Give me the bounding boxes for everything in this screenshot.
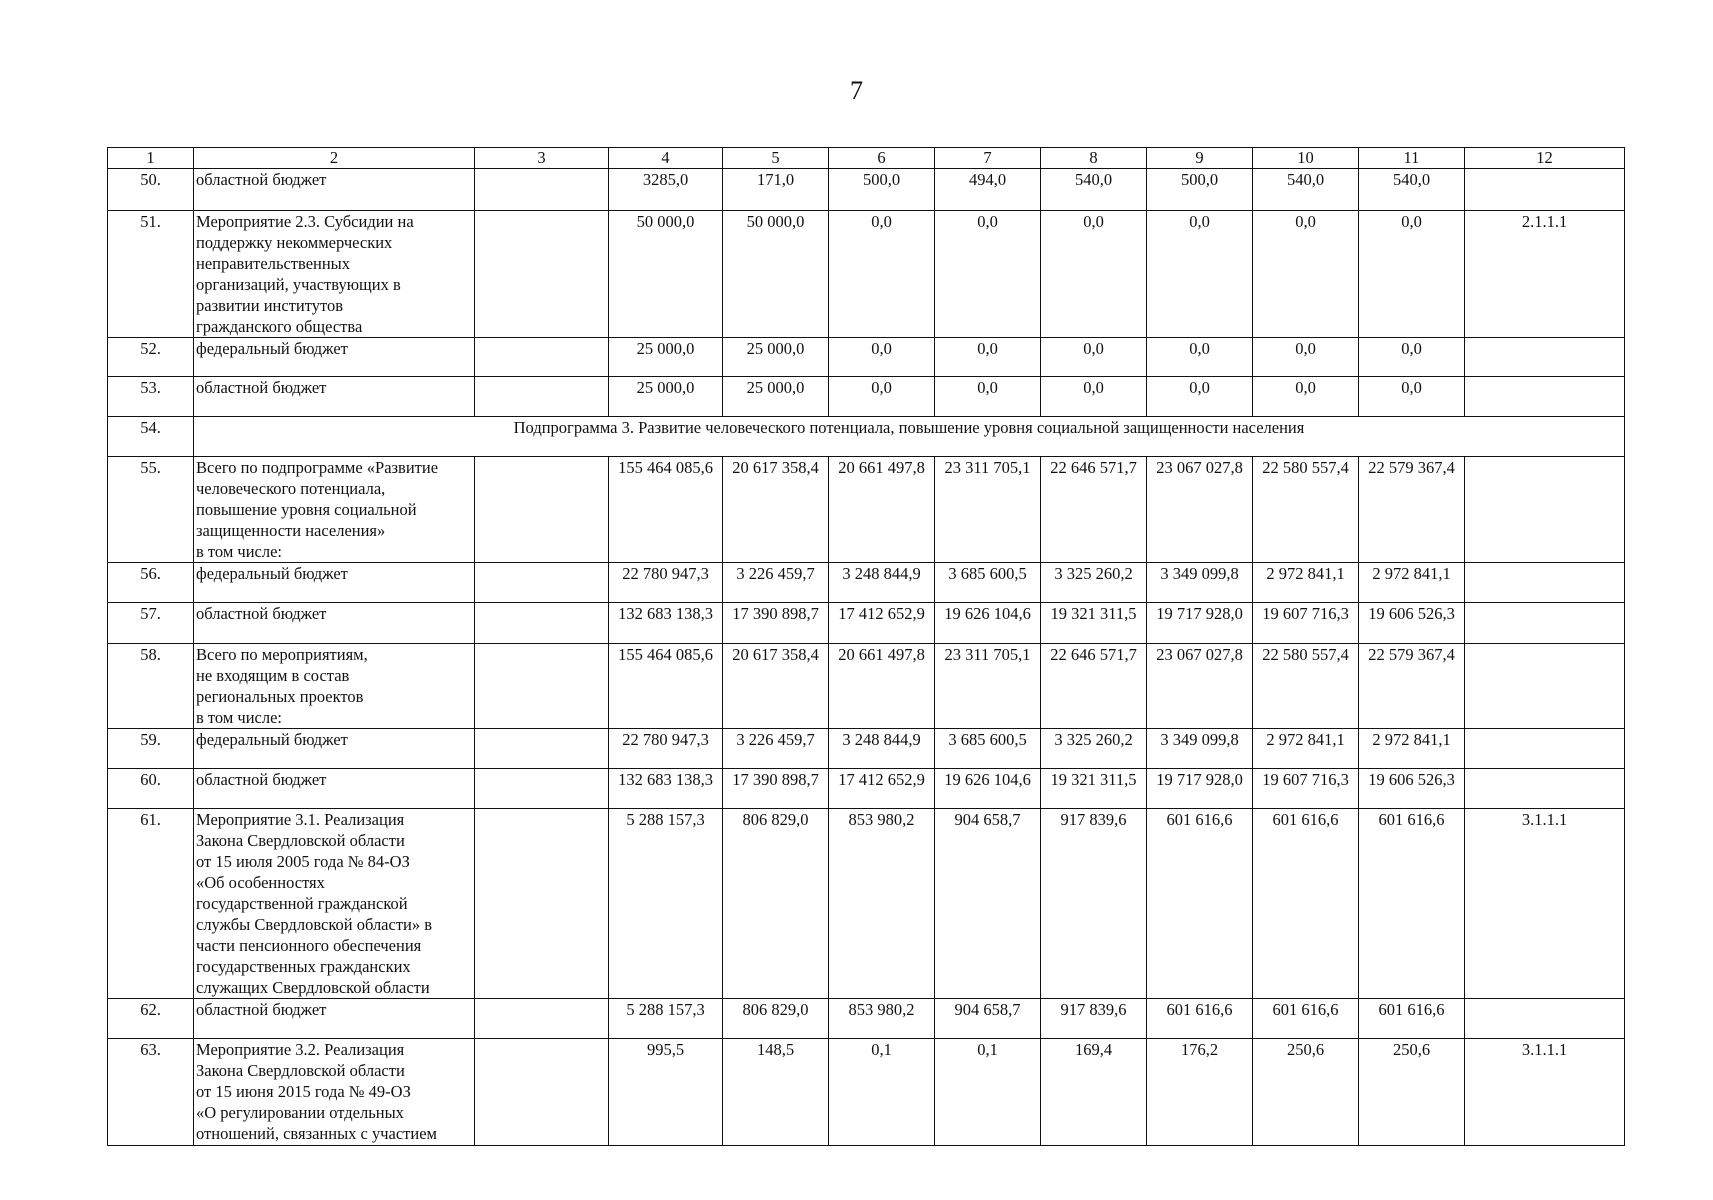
amount-cell: 0,0 [1359, 211, 1465, 338]
amount-cell: 22 580 557,4 [1253, 457, 1359, 563]
amount-cell: 0,0 [1147, 211, 1253, 338]
column-3-cell [475, 457, 609, 563]
target-code-cell [1465, 338, 1625, 377]
column-number-cell: 1 [108, 148, 194, 169]
table-row [108, 211, 1625, 338]
amount-cell: 3 248 844,9 [829, 563, 935, 603]
column-3-cell [475, 729, 609, 769]
amount-cell: 2 972 841,1 [1359, 563, 1465, 603]
row-number-cell: 61. [108, 809, 194, 999]
amount-cell: 806 829,0 [723, 809, 829, 999]
amount-cell: 19 717 928,0 [1147, 603, 1253, 644]
amount-cell: 0,1 [935, 1039, 1041, 1146]
column-number-cell: 9 [1147, 148, 1253, 169]
amount-cell: 3 248 844,9 [829, 729, 935, 769]
target-code-cell [1465, 563, 1625, 603]
column-number-cell: 12 [1465, 148, 1625, 169]
amount-cell: 22 646 571,7 [1041, 644, 1147, 729]
amount-cell: 3 349 099,8 [1147, 729, 1253, 769]
column-number-cell: 4 [609, 148, 723, 169]
amount-cell: 23 311 705,1 [935, 644, 1041, 729]
amount-cell: 19 626 104,6 [935, 603, 1041, 644]
amount-cell: 601 616,6 [1359, 809, 1465, 999]
amount-cell: 22 579 367,4 [1359, 644, 1465, 729]
row-number-cell: 62. [108, 999, 194, 1039]
amount-cell: 0,1 [829, 1039, 935, 1146]
table-row [108, 417, 1625, 457]
amount-cell: 601 616,6 [1253, 999, 1359, 1039]
target-code-cell [1465, 644, 1625, 729]
row-name-cell: Мероприятие 3.2. Реализация Закона Свердловской области от 15 июня 2015 года № 49-ОЗ «О регулировании отдельных отношений, связанных с участием [194, 1039, 475, 1146]
amount-cell: 0,0 [1041, 377, 1147, 417]
amount-cell: 25 000,0 [609, 338, 723, 377]
amount-cell: 19 717 928,0 [1147, 769, 1253, 809]
amount-cell: 0,0 [1359, 338, 1465, 377]
amount-cell: 19 606 526,3 [1359, 603, 1465, 644]
target-code-cell [1465, 169, 1625, 211]
amount-cell: 22 579 367,4 [1359, 457, 1465, 563]
column-3-cell [475, 338, 609, 377]
amount-cell: 0,0 [1147, 377, 1253, 417]
column-3-cell [475, 1039, 609, 1146]
amount-cell: 17 412 652,9 [829, 769, 935, 809]
target-code-cell: 3.1.1.1 [1465, 809, 1625, 999]
amount-cell: 0,0 [1147, 338, 1253, 377]
column-number-cell: 10 [1253, 148, 1359, 169]
column-3-cell [475, 377, 609, 417]
column-number-cell: 3 [475, 148, 609, 169]
amount-cell: 0,0 [829, 338, 935, 377]
amount-cell: 25 000,0 [723, 377, 829, 417]
amount-cell: 20 617 358,4 [723, 457, 829, 563]
row-name-cell: Мероприятие 2.3. Субсидии на поддержку некоммерческих неправительственных организаций, участвующих в развитии институтов гражданского общества [194, 211, 475, 338]
amount-cell: 148,5 [723, 1039, 829, 1146]
amount-cell: 3 226 459,7 [723, 563, 829, 603]
table-row [108, 809, 1625, 999]
amount-cell: 853 980,2 [829, 999, 935, 1039]
target-code-cell [1465, 457, 1625, 563]
table-row [108, 457, 1625, 563]
amount-cell: 17 390 898,7 [723, 769, 829, 809]
column-number-cell: 7 [935, 148, 1041, 169]
amount-cell: 0,0 [1041, 211, 1147, 338]
column-number-cell: 6 [829, 148, 935, 169]
column-number-cell: 8 [1041, 148, 1147, 169]
table-row [108, 769, 1625, 809]
subprogram-title-cell: Подпрограмма 3. Развитие человеческого потенциала, повышение уровня социальной защищенности населения [194, 417, 1625, 457]
amount-cell: 23 067 027,8 [1147, 644, 1253, 729]
column-3-cell [475, 603, 609, 644]
target-code-cell: 3.1.1.1 [1465, 1039, 1625, 1146]
amount-cell: 494,0 [935, 169, 1041, 211]
amount-cell: 3 685 600,5 [935, 563, 1041, 603]
target-code-cell [1465, 377, 1625, 417]
row-name-cell: областной бюджет [194, 999, 475, 1039]
target-code-cell [1465, 999, 1625, 1039]
amount-cell: 5 288 157,3 [609, 809, 723, 999]
amount-cell: 171,0 [723, 169, 829, 211]
amount-cell: 0,0 [1253, 338, 1359, 377]
table-header [108, 148, 1625, 169]
amount-cell: 155 464 085,6 [609, 457, 723, 563]
amount-cell: 19 321 311,5 [1041, 769, 1147, 809]
amount-cell: 3 226 459,7 [723, 729, 829, 769]
table-body [108, 169, 1625, 1146]
table-row [108, 603, 1625, 644]
amount-cell: 2 972 841,1 [1253, 729, 1359, 769]
table-row [108, 1039, 1625, 1146]
budget-table [107, 147, 1625, 1146]
target-code-cell [1465, 603, 1625, 644]
amount-cell: 3285,0 [609, 169, 723, 211]
column-3-cell [475, 809, 609, 999]
amount-cell: 23 067 027,8 [1147, 457, 1253, 563]
row-name-cell: Всего по мероприятиям, не входящим в состав региональных проектов в том числе: [194, 644, 475, 729]
amount-cell: 0,0 [1253, 211, 1359, 338]
amount-cell: 2 972 841,1 [1359, 729, 1465, 769]
table-row [108, 729, 1625, 769]
amount-cell: 22 780 947,3 [609, 729, 723, 769]
row-number-cell: 55. [108, 457, 194, 563]
column-3-cell [475, 563, 609, 603]
amount-cell: 5 288 157,3 [609, 999, 723, 1039]
amount-cell: 19 321 311,5 [1041, 603, 1147, 644]
table-row [108, 999, 1625, 1039]
row-number-cell: 59. [108, 729, 194, 769]
amount-cell: 25 000,0 [723, 338, 829, 377]
amount-cell: 20 661 497,8 [829, 457, 935, 563]
amount-cell: 0,0 [935, 377, 1041, 417]
table-row [108, 338, 1625, 377]
row-number-cell: 57. [108, 603, 194, 644]
amount-cell: 22 780 947,3 [609, 563, 723, 603]
row-name-cell: Мероприятие 3.1. Реализация Закона Свердловской области от 15 июля 2005 года № 84-ОЗ «Об особенностях государственной гражданской службы Свердловской области» в части пенсионного обеспечения государственных гражданских служащих Свердловской области [194, 809, 475, 999]
target-code-cell: 2.1.1.1 [1465, 211, 1625, 338]
amount-cell: 917 839,6 [1041, 999, 1147, 1039]
amount-cell: 500,0 [1147, 169, 1253, 211]
amount-cell: 23 311 705,1 [935, 457, 1041, 563]
column-3-cell [475, 769, 609, 809]
table-row [108, 563, 1625, 603]
amount-cell: 3 325 260,2 [1041, 729, 1147, 769]
amount-cell: 22 646 571,7 [1041, 457, 1147, 563]
amount-cell: 19 607 716,3 [1253, 769, 1359, 809]
amount-cell: 601 616,6 [1147, 999, 1253, 1039]
amount-cell: 17 390 898,7 [723, 603, 829, 644]
row-name-cell: федеральный бюджет [194, 338, 475, 377]
amount-cell: 3 325 260,2 [1041, 563, 1147, 603]
amount-cell: 169,4 [1041, 1039, 1147, 1146]
column-number-row [108, 148, 1625, 169]
amount-cell: 132 683 138,3 [609, 769, 723, 809]
row-name-cell: областной бюджет [194, 603, 475, 644]
row-number-cell: 50. [108, 169, 194, 211]
row-number-cell: 63. [108, 1039, 194, 1146]
row-number-cell: 58. [108, 644, 194, 729]
row-number-cell: 52. [108, 338, 194, 377]
amount-cell: 601 616,6 [1147, 809, 1253, 999]
row-number-cell: 51. [108, 211, 194, 338]
row-number-cell: 56. [108, 563, 194, 603]
amount-cell: 17 412 652,9 [829, 603, 935, 644]
amount-cell: 601 616,6 [1253, 809, 1359, 999]
row-number-cell: 54. [108, 417, 194, 457]
amount-cell: 601 616,6 [1359, 999, 1465, 1039]
row-name-cell: федеральный бюджет [194, 563, 475, 603]
row-number-cell: 53. [108, 377, 194, 417]
row-number-cell: 60. [108, 769, 194, 809]
column-3-cell [475, 644, 609, 729]
amount-cell: 0,0 [829, 377, 935, 417]
amount-cell: 0,0 [935, 211, 1041, 338]
amount-cell: 500,0 [829, 169, 935, 211]
row-name-cell: областной бюджет [194, 769, 475, 809]
amount-cell: 19 606 526,3 [1359, 769, 1465, 809]
amount-cell: 50 000,0 [723, 211, 829, 338]
amount-cell: 904 658,7 [935, 809, 1041, 999]
amount-cell: 540,0 [1253, 169, 1359, 211]
amount-cell: 19 626 104,6 [935, 769, 1041, 809]
amount-cell: 25 000,0 [609, 377, 723, 417]
amount-cell: 132 683 138,3 [609, 603, 723, 644]
amount-cell: 50 000,0 [609, 211, 723, 338]
amount-cell: 904 658,7 [935, 999, 1041, 1039]
amount-cell: 540,0 [1041, 169, 1147, 211]
amount-cell: 0,0 [1359, 377, 1465, 417]
amount-cell: 155 464 085,6 [609, 644, 723, 729]
row-name-cell: Всего по подпрограмме «Развитие человеческого потенциала, повышение уровня социальной защищенности населения» в том числе: [194, 457, 475, 563]
amount-cell: 0,0 [1041, 338, 1147, 377]
amount-cell: 995,5 [609, 1039, 723, 1146]
amount-cell: 3 349 099,8 [1147, 563, 1253, 603]
amount-cell: 540,0 [1359, 169, 1465, 211]
column-3-cell [475, 999, 609, 1039]
column-3-cell [475, 211, 609, 338]
amount-cell: 22 580 557,4 [1253, 644, 1359, 729]
amount-cell: 20 617 358,4 [723, 644, 829, 729]
target-code-cell [1465, 729, 1625, 769]
row-name-cell: федеральный бюджет [194, 729, 475, 769]
amount-cell: 250,6 [1253, 1039, 1359, 1146]
amount-cell: 2 972 841,1 [1253, 563, 1359, 603]
column-3-cell [475, 169, 609, 211]
column-number-cell: 2 [194, 148, 475, 169]
amount-cell: 853 980,2 [829, 809, 935, 999]
amount-cell: 0,0 [829, 211, 935, 338]
amount-cell: 20 661 497,8 [829, 644, 935, 729]
row-name-cell: областной бюджет [194, 377, 475, 417]
amount-cell: 3 685 600,5 [935, 729, 1041, 769]
table-row [108, 169, 1625, 211]
column-number-cell: 5 [723, 148, 829, 169]
table-row [108, 644, 1625, 729]
amount-cell: 19 607 716,3 [1253, 603, 1359, 644]
amount-cell: 917 839,6 [1041, 809, 1147, 999]
column-number-cell: 11 [1359, 148, 1465, 169]
target-code-cell [1465, 769, 1625, 809]
amount-cell: 806 829,0 [723, 999, 829, 1039]
amount-cell: 0,0 [1253, 377, 1359, 417]
page-number: 7 [850, 76, 863, 105]
row-name-cell: областной бюджет [194, 169, 475, 211]
amount-cell: 176,2 [1147, 1039, 1253, 1146]
table-row [108, 377, 1625, 417]
amount-cell: 250,6 [1359, 1039, 1465, 1146]
amount-cell: 0,0 [935, 338, 1041, 377]
